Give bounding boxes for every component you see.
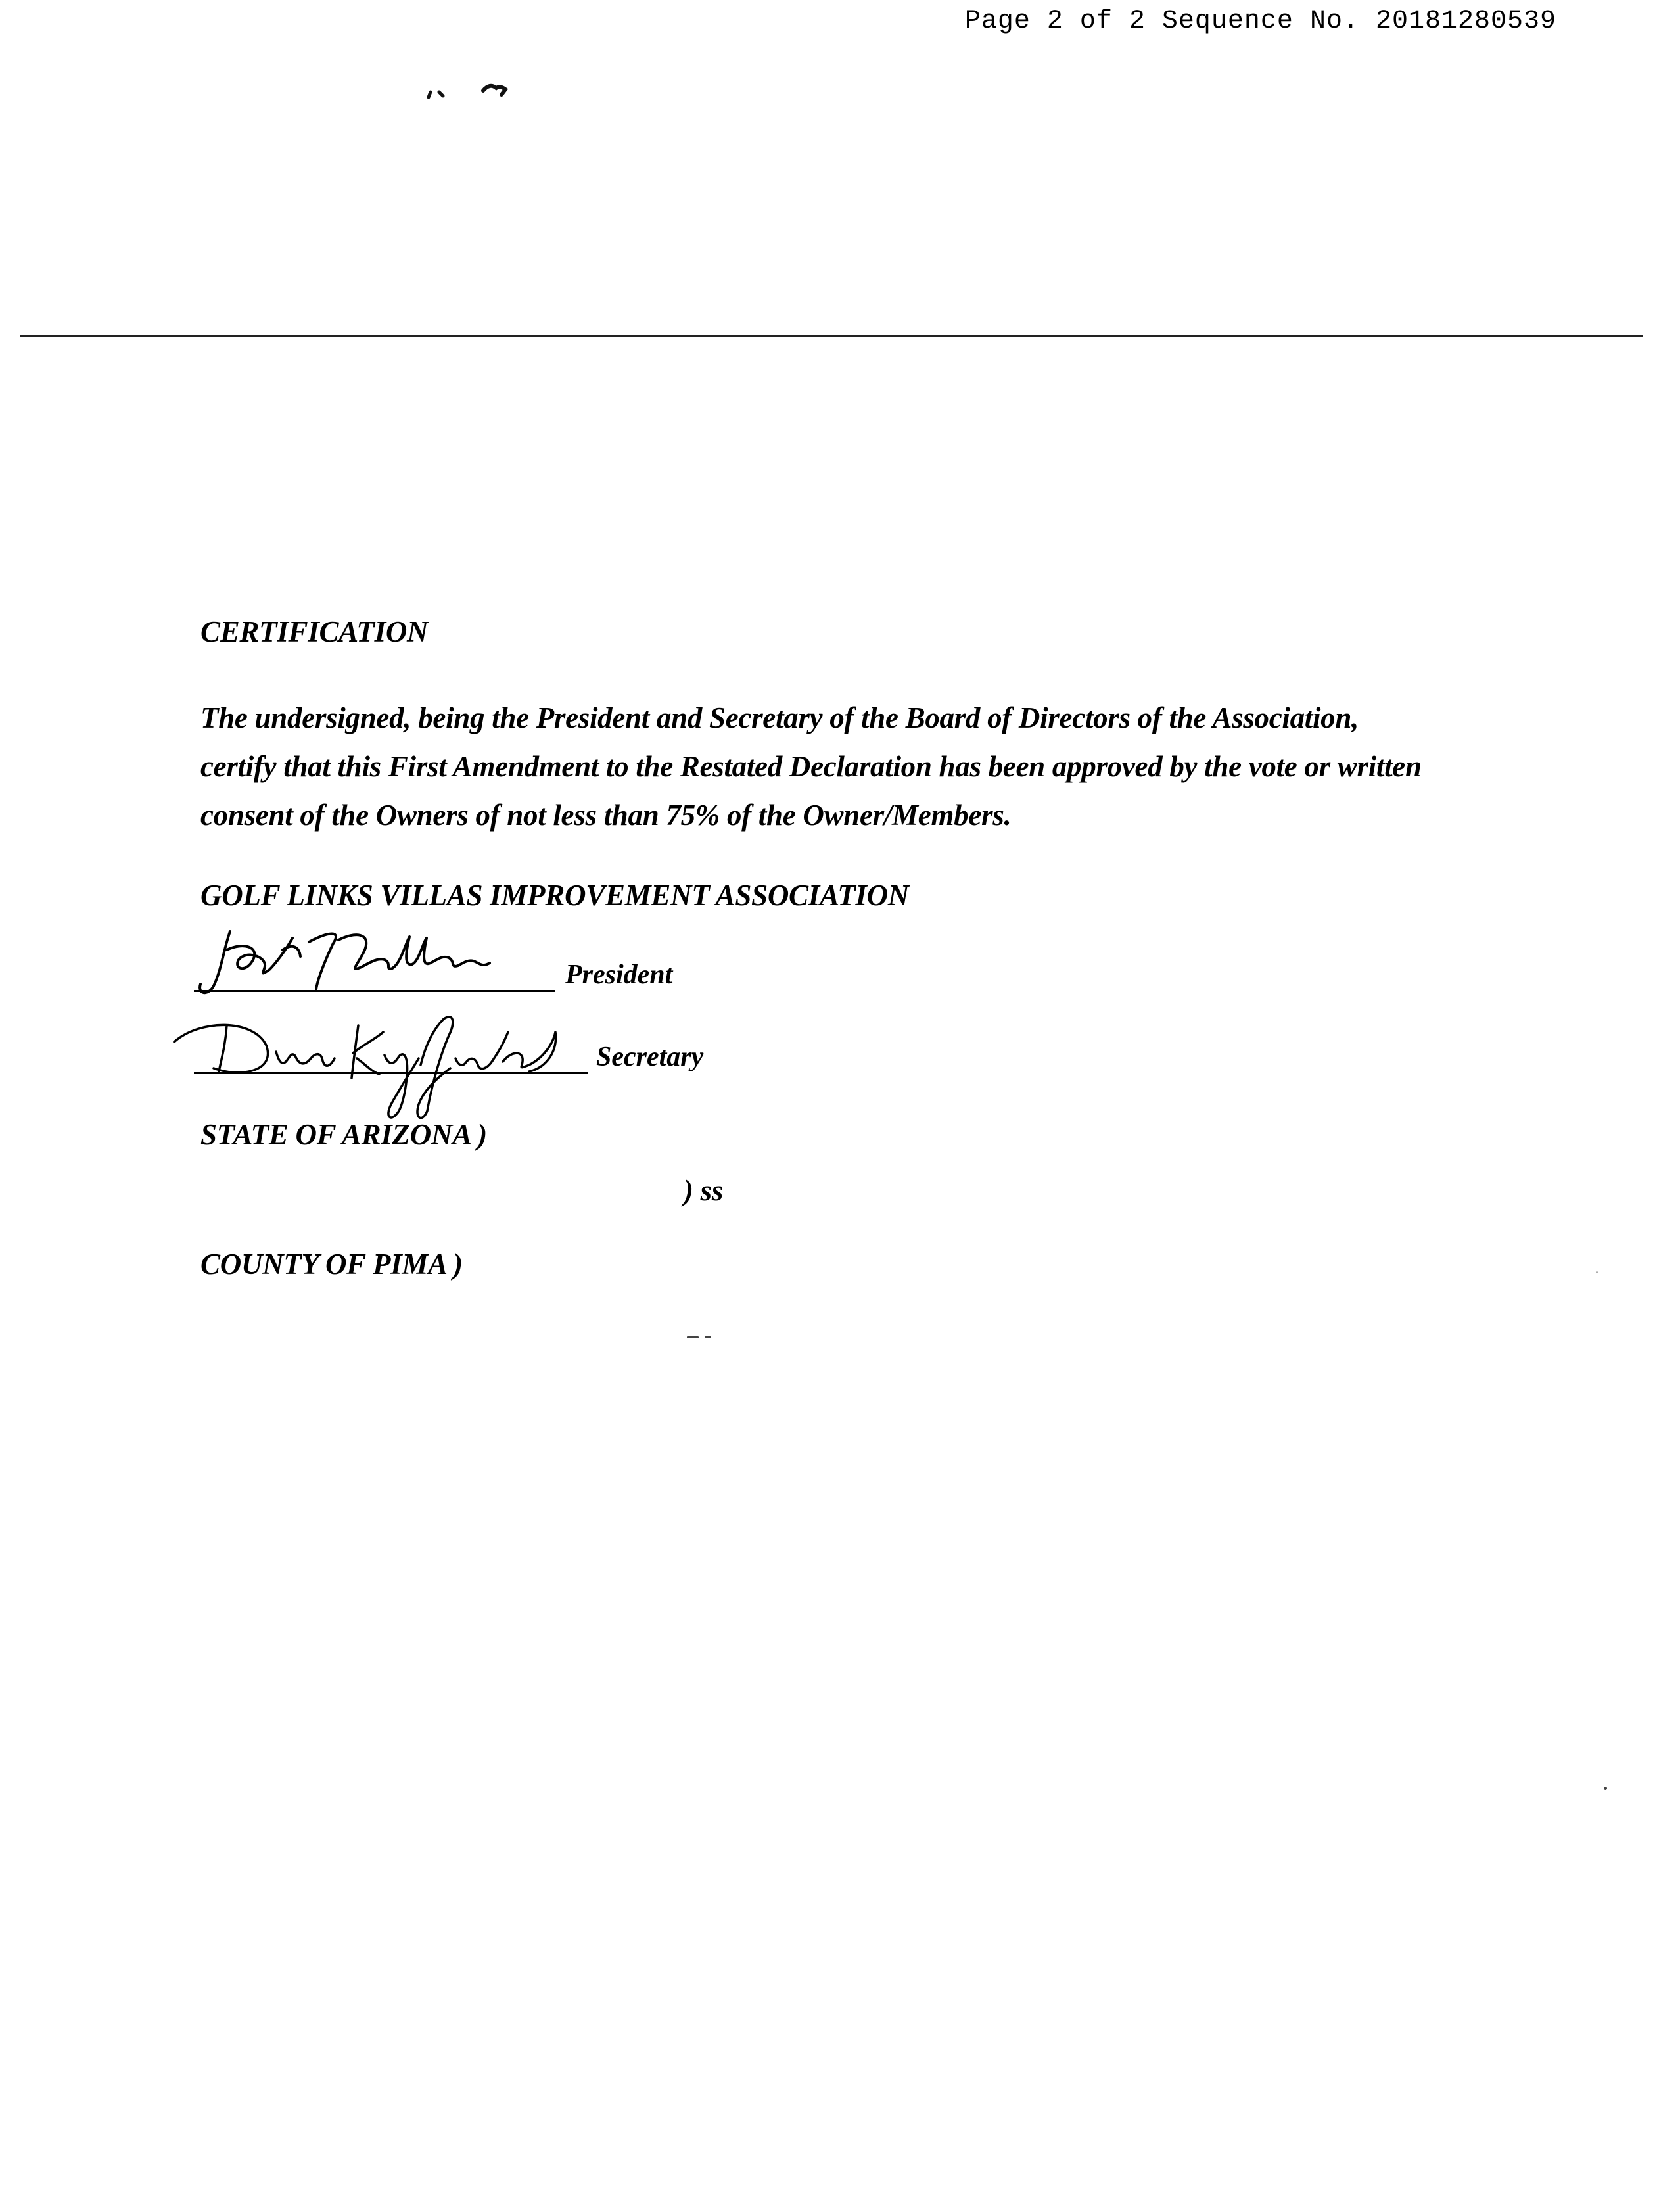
notary-ss: ) ss [684,1174,724,1207]
certification-paragraph [200,694,1515,839]
secretary-title: Secretary [596,1042,704,1072]
notary-county: COUNTY OF PIMA ) [200,1248,463,1281]
scan-speck [1596,1271,1598,1273]
paragraph-line-1: The undersigned, being the President and Secretary of the Board of Directors of the Association, [200,701,1359,734]
scan-artifact-marks [421,78,519,110]
horizontal-rule [20,335,1643,337]
president-signature-block [200,930,720,1002]
scan-speck [705,1336,711,1338]
paragraph-line-3: consent of the Owners of not less than 75% of the Owner/Members. [200,799,1012,832]
scan-speck [1604,1787,1607,1790]
page-sequence-header: Page 2 of 2 Sequence No. 20181280539 [964,7,1556,36]
president-signature-line [194,990,555,992]
notary-state: STATE OF ARIZONA ) [200,1118,487,1151]
certification-heading: CERTIFICATION [200,615,429,648]
secretary-signature-block [200,1012,759,1085]
paragraph-line-2: certify that this First Amendment to the Restated Declaration has been approved by the vote or written [200,750,1422,783]
organization-name: GOLF LINKS VILLAS IMPROVEMENT ASSOCIATION [200,879,909,912]
scan-speck [687,1336,699,1338]
secretary-signature-image [161,1006,569,1124]
secretary-signature-line [194,1072,588,1074]
president-title: President [565,960,673,990]
